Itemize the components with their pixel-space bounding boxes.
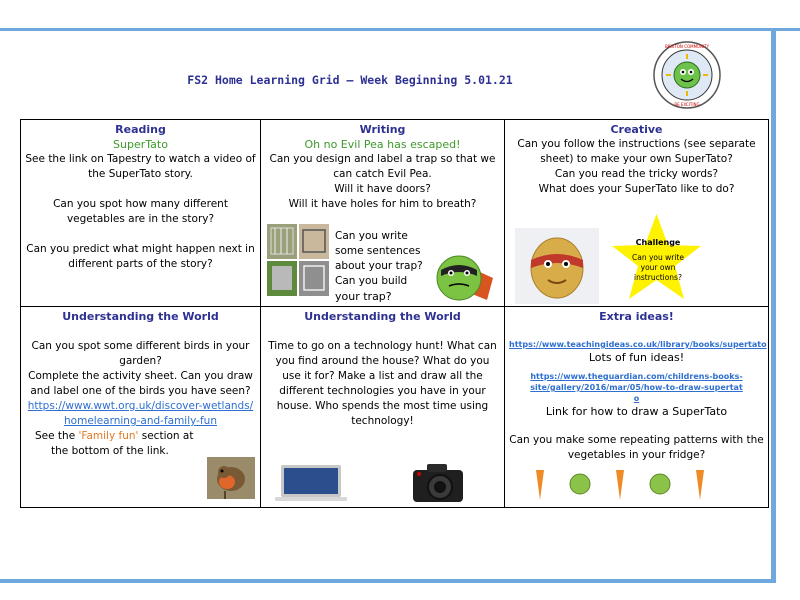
wwt-link[interactable]: https://www.wwt.org.uk/discover-wetlands/homelearning-and-family-fun <box>27 400 254 427</box>
frame-bottom-border <box>0 579 776 583</box>
world-technology-line-1: Time to go on a technology hunt! What can you find around the house? What do you use it for? Make a list and draw all the different technologies you have in your house. Who spends the most time using technology! <box>268 340 497 427</box>
robin-photo-image <box>207 457 255 499</box>
challenge-text: Can you write your own instructions? <box>632 253 684 282</box>
creative-line-1: Can you follow the instructions (see separate sheet) to make your own SuperTato? <box>517 138 756 165</box>
writing-line-2: Will it have doors? <box>334 183 431 195</box>
reading-subheading: SuperTato <box>113 138 168 151</box>
reading-line-2: Can you spot how many different vegetables are in the story? <box>53 198 228 225</box>
challenge-box <box>627 238 689 283</box>
world-birds-heading: Understanding the World <box>62 310 219 323</box>
trap-photos-image <box>267 224 329 296</box>
creative-heading: Creative <box>610 123 663 136</box>
evil-pea-icon <box>431 248 495 304</box>
reading-heading: Reading <box>115 123 166 136</box>
extra-ideas-heading: Extra ideas! <box>599 310 674 323</box>
carrot-icon <box>695 468 705 500</box>
world-birds-line-2: Complete the activity sheet. Can you draw and label one of the birds you have seen? <box>28 370 253 397</box>
writing-cell <box>261 120 505 307</box>
creative-line-3: What does your SuperTato like to do? <box>538 183 735 195</box>
creative-cell <box>505 120 769 307</box>
family-fun-note-line-2: the bottom of the link. <box>51 445 169 457</box>
camera-icon <box>411 460 465 504</box>
pea-icon <box>569 473 591 495</box>
family-fun-note: See the 'Family fun' section at <box>35 430 194 442</box>
svg-text:BRIXTON COMMUNITY: BRIXTON COMMUNITY <box>664 44 710 49</box>
writing-line-6: your trap? <box>335 290 392 303</box>
teachingideas-caption: Lots of fun ideas! <box>588 351 685 364</box>
frame-right-border <box>771 28 776 583</box>
extra-ideas-cell <box>505 307 769 508</box>
carrot-icon <box>535 468 545 500</box>
school-crest-icon <box>652 40 722 110</box>
writing-line-3: Will it have holes for him to breath? <box>288 198 477 210</box>
guardian-link[interactable]: https://www.theguardian.com/childrens-books-site/gallery/2016/mar/05/how-to-draw-supertato <box>530 372 743 403</box>
writing-line-1: Can you design and label a trap so that we can catch Evil Pea. <box>269 153 496 180</box>
laptop-icon <box>273 463 349 503</box>
reading-line-1: See the link on Tapestry to watch a video of the SuperTato story. <box>25 153 256 180</box>
family-fun-highlight: 'Family fun' <box>78 430 139 442</box>
pea-icon <box>649 473 671 495</box>
writing-line-4: Can you write some sentences about your trap? <box>335 230 423 272</box>
page-title: FS2 Home Learning Grid – Week Beginning 5.01.21 <box>187 73 513 87</box>
world-technology-heading: Understanding the World <box>304 310 461 323</box>
writing-line-5: Can you build <box>335 275 408 287</box>
frame-top-border <box>0 28 800 31</box>
supertato-photo-image <box>515 228 599 304</box>
writing-subheading: Oh no Evil Pea has escaped! <box>304 138 461 151</box>
extra-question: Can you make some repeating patterns with the vegetables in your fridge? <box>509 434 764 461</box>
carrot-icon <box>615 468 625 500</box>
world-technology-cell <box>261 307 505 508</box>
teachingideas-link[interactable]: https://www.teachingideas.co.uk/library/books/supertato <box>509 340 767 349</box>
world-birds-line-1: Can you spot some different birds in your garden? <box>31 340 250 367</box>
world-birds-cell <box>21 307 261 508</box>
writing-heading: Writing <box>359 123 406 136</box>
svg-text:BE EXCITING: BE EXCITING <box>674 102 700 107</box>
reading-line-3: Can you predict what might happen next in different parts of the story? <box>26 243 255 270</box>
challenge-title: Challenge <box>635 238 681 247</box>
learning-grid <box>20 119 769 508</box>
guardian-caption: Link for how to draw a SuperTato <box>545 405 728 418</box>
creative-line-2: Can you read the tricky words? <box>554 168 719 180</box>
reading-cell <box>21 120 261 307</box>
vegetable-pattern <box>535 468 705 500</box>
